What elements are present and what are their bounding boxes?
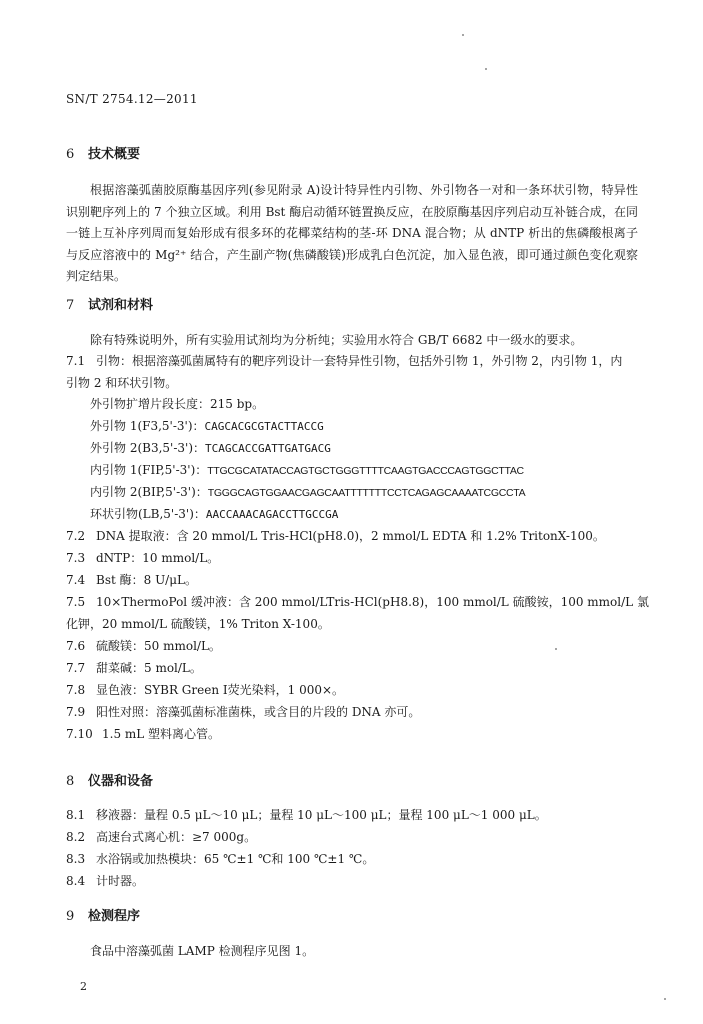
section-9-heading-visible	[66, 905, 140, 924]
item-7-9: 7.9 阳性对照：溶藻弧菌标准菌株，或含目的片段的 DNA 亦可。	[66, 705, 421, 719]
section-number: 7	[66, 298, 75, 313]
primer-lb: 环状引物(LB,5'-3')：AACCAAACAGACCTTGCCGA	[90, 507, 339, 521]
standard-number-header: SN/T 2754.12—2011	[66, 92, 198, 106]
scan-speck	[555, 648, 557, 650]
primer-f3: 外引物 1(F3,5'-3')：CAGCACGCGTACTTACCG	[90, 419, 324, 433]
section-9-body: 食品中溶藻弧菌 LAMP 检测程序见图 1。	[90, 944, 315, 958]
item-7-8: 7.8 显色液：SYBR Green Ⅰ荧光染料，1 000×。	[66, 683, 345, 697]
page-number: 2	[80, 980, 87, 993]
item-7-4: 7.4 Bst 酶：8 U/μL。	[66, 573, 197, 587]
section-6-paragraph: 根据溶藻弧菌胶原酶基因序列(参见附录 A)设计特异性内引物、外引物各一对和一条环状引物，特异性识别靶序列上的 7 个独立区域。利用 Bst 酶启动循环链置换反应，在胶原酶基因序列启动互补链合成，在同一链上互补序列周而复始形成有很多环的花椰菜结构的茎-环 DNA 混合物；从 dNTP 析出的焦磷酸根离子与反应溶液中的 Mg²⁺ 结合，产生副产物(焦磷酸镁)形成乳白色沉淀，加入显色液，即可通过颜色变化观察判定结果。	[66, 183, 638, 283]
section-title: 试剂和材料	[88, 298, 154, 313]
item-7-1-line1: 7.1 引物：根据溶藻弧菌属特有的靶序列设计一套特异性引物，包括外引物 1，外引物 2，内引物 1，内	[66, 354, 623, 368]
item-7-6: 7.6 硫酸镁：50 mmol/L。	[66, 639, 221, 653]
primer-fip: 内引物 1(FIP,5'-3')：TTGCGCATATACCAGTGCTGGGTTTTCAAGTGACCCAGTGGCTTAC	[90, 463, 524, 477]
section-7-intro: 除有特殊说明外，所有实验用试剂均为分析纯；实验用水符合 GB/T 6682 中一级水的要求。	[90, 333, 583, 347]
section-title: 检测程序	[88, 909, 141, 924]
section-title: 仪器和设备	[88, 774, 154, 789]
scan-speck	[462, 34, 464, 36]
item-7-7: 7.7 甜菜碱：5 mol/L。	[66, 661, 202, 675]
section-title: 技术概要	[88, 147, 141, 162]
section-7-heading	[66, 294, 153, 313]
primer-b3: 外引物 2(B3,5'-3')：TCAGCACCGATTGATGACG	[90, 441, 331, 455]
scan-speck	[485, 68, 487, 70]
scan-speck	[664, 998, 666, 1000]
section-number: 6	[66, 147, 75, 162]
section-8-heading	[66, 770, 153, 789]
item-8-1: 8.1 移液器：量程 0.5 μL～10 μL；量程 10 μL～100 μL；量程 100 μL～1 000 μL。	[66, 808, 547, 822]
item-7-5-line1: 7.5 10×ThermoPol 缓冲液：含 200 mmol/LTris-HCl(pH8.8)，100 mmol/L 硫酸铵，100 mmol/L 氯	[66, 595, 649, 609]
item-8-4: 8.4 计时器。	[66, 874, 145, 888]
section-number: 8	[66, 774, 75, 789]
primer-bip: 内引物 2(BIP,5'-3')：TGGGCAGTGGAACGAGCAATTTTTTTCCTCAGAGCAAAATCGCCTA	[90, 485, 526, 499]
item-7-3: 7.3 dNTP：10 mmol/L。	[66, 551, 220, 565]
amplicon-length: 外引物扩增片段长度：215 bp。	[90, 397, 265, 411]
item-7-1-line2: 引物 2 和环状引物。	[66, 376, 178, 390]
item-8-2: 8.2 高速台式离心机：≥7 000g。	[66, 830, 257, 844]
item-7-10: 7.10 1.5 mL 塑料离心管。	[66, 727, 221, 741]
item-7-2: 7.2 DNA 提取液：含 20 mmol/L Tris-HCl(pH8.0)，2 mmol/L EDTA 和 1.2% TritonX-100。	[66, 529, 605, 543]
item-8-3: 8.3 水浴锅或加热模块：65 ℃±1 ℃和 100 ℃±1 ℃。	[66, 852, 375, 866]
section-number: 9	[66, 909, 75, 924]
section-6-heading	[66, 143, 140, 162]
item-7-5-line2: 化钾，20 mmol/L 硫酸镁，1% Triton X-100。	[66, 617, 330, 631]
